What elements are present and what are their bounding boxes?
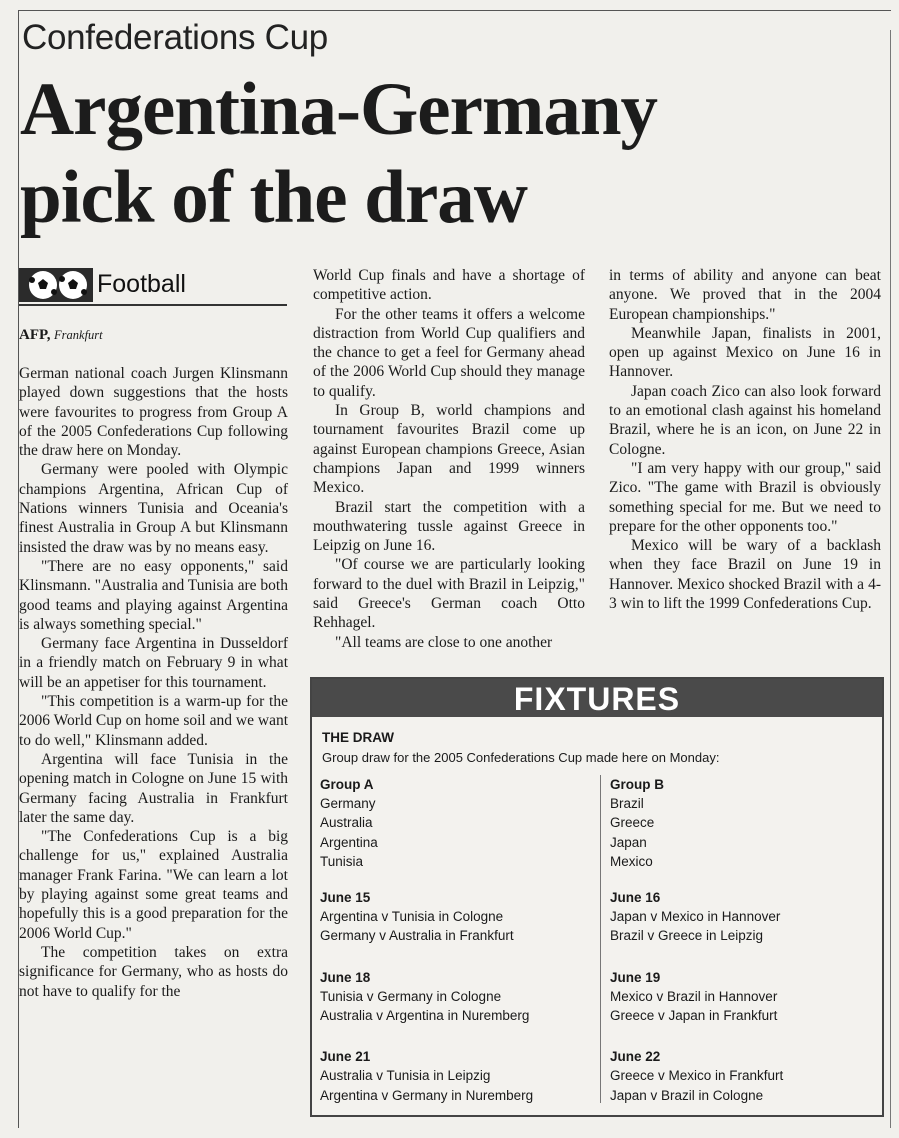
headline-line-1: Argentina-Germany — [20, 68, 658, 151]
draw-subtitle: Group draw for the 2005 Confederations Cup made here on Monday: — [322, 750, 720, 765]
match: Greece v Mexico in Frankfurt — [610, 1068, 784, 1084]
byline-place: Frankfurt — [54, 328, 103, 342]
match: Greece v Japan in Frankfurt — [610, 1008, 778, 1024]
paragraph: in terms of ability and anyone can beat anyone. We proved that in the 2004 European championships." — [609, 267, 881, 323]
section-label: Football — [97, 270, 186, 298]
match-date: June 16 — [610, 890, 661, 906]
byline-agency: AFP, — [19, 327, 51, 343]
match: Japan v Brazil in Cologne — [610, 1087, 764, 1103]
match: Australia v Argentina in Nuremberg — [320, 1008, 530, 1024]
paragraph: Mexico will be wary of a backlash when they face Brazil on June 19 in Hannover. Mexico shocked Brazil with a 4-3 win to lift the 1999 Confederations Cup. — [609, 537, 881, 613]
kicker: Confederations Cup — [22, 18, 328, 57]
paragraph: "There are no easy opponents," said Klinsmann. "Australia and Tunisia are both good teams and playing against Argentina is always something special." — [19, 557, 288, 633]
paragraph: Germany were pooled with Olympic champions Argentina, African Cup of Nations winners Tunisia and Oceania's finest Australia in Group A but Klinsmann insisted the draw was by no means easy. — [19, 461, 288, 556]
group-a-name: Group A — [320, 777, 374, 792]
paragraph: German national coach Jurgen Klinsmann played down suggestions that the hosts were favourites to progress from Group A of the 2005 Confederations Cup following the draw here on Monday. — [19, 365, 288, 460]
paragraph: World Cup finals and have a shortage of competitive action. — [313, 267, 585, 304]
paragraph: Argentina will face Tunisia in the opening match in Cologne on June 15 with Germany facing Australia in Frankfurt later the same day. — [19, 750, 288, 826]
paragraph: For the other teams it offers a welcome distraction from World Cup qualifiers and the chance to get a feel for Germany ahead of the 2006 World Cup should they manage to qualify. — [313, 305, 585, 400]
headline-line-2: pick of the draw — [20, 156, 527, 239]
team-name: Argentina — [320, 834, 378, 850]
team-name: Japan — [610, 834, 647, 850]
match: Argentina v Tunisia in Cologne — [320, 909, 504, 925]
article-column-3 — [609, 266, 881, 613]
fixtures-box — [310, 677, 884, 1117]
headline — [20, 66, 657, 242]
fixtures-title: FIXTURES — [513, 681, 681, 717]
draw-label: THE DRAW — [322, 730, 394, 745]
paragraph: Brazil start the competition with a mouthwatering tussle against Greece in Leipzig on June 16. — [313, 498, 585, 555]
match: Mexico v Brazil in Hannover — [610, 988, 778, 1004]
match: Australia v Tunisia in Leipzig — [320, 1068, 491, 1084]
paragraph: Japan coach Zico can also look forward to an emotional clash against his homeland Brazil, where he is an icon, on June 22 in Cologne. — [609, 382, 881, 458]
paragraph: "All teams are close to one another — [335, 633, 553, 651]
group-a-column — [320, 775, 600, 1105]
group-b-name: Group B — [610, 777, 664, 792]
paragraph: Germany face Argentina in Dusseldorf in a friendly match on February 9 in what will be an appetiser for this tournament. — [19, 635, 288, 691]
match-date: June 22 — [610, 1049, 661, 1065]
match: Argentina v Germany in Nuremberg — [320, 1087, 534, 1103]
right-rule — [890, 30, 891, 1128]
match-date: June 15 — [320, 890, 371, 906]
paragraph: Meanwhile Japan, finalists in 2001, open up against Mexico on June 16 in Hannover. — [609, 324, 881, 381]
match-date: June 18 — [320, 969, 371, 985]
paragraph: "I am very happy with our group," said Zico. "The game with Brazil is obviously something special for me. But we need to prepare for the other opponents too." — [609, 459, 881, 535]
section-header — [19, 268, 287, 306]
team-name: Australia — [320, 815, 373, 831]
paragraph: "Of course we are particularly looking forward to the duel with Brazil in Leipzig," said Greece's German coach Otto Rehhagel. — [313, 556, 585, 632]
group-b-column — [610, 775, 870, 1105]
paragraph: The competition takes on extra significance for Germany, who as hosts do not have to qualify for the — [19, 943, 288, 1000]
paragraph: "This competition is a warm-up for the 2006 World Cup on home soil and we want to do well," Klinsmann added. — [19, 693, 288, 749]
team-name: Brazil — [610, 796, 644, 812]
team-name: Mexico — [610, 853, 653, 869]
fixtures-header — [312, 679, 882, 717]
football-icon — [19, 268, 93, 302]
paragraph: "The Confederations Cup is a big challenge for us," explained Australia manager Frank Farina. "We can learn a lot by playing against some great teams and hopefully this is a good preparation for the 2006 World Cup." — [19, 828, 288, 942]
top-rule — [18, 10, 891, 11]
team-name: Tunisia — [320, 853, 364, 869]
team-name: Germany — [320, 796, 376, 812]
article-column-2 — [313, 266, 585, 652]
match-date: June 19 — [610, 969, 661, 985]
paragraph: In Group B, world champions and tournament favourites Brazil come up against European champions Greece, Asian champions Japan and 1999 winners Mexico. — [313, 402, 585, 497]
match-date: June 21 — [320, 1049, 371, 1065]
article-column-1 — [19, 364, 288, 1001]
fixtures-divider — [600, 775, 601, 1103]
byline — [19, 327, 103, 344]
team-name: Greece — [610, 815, 655, 831]
match: Brazil v Greece in Leipzig — [610, 928, 764, 944]
match: Germany v Australia in Frankfurt — [320, 928, 514, 944]
match: Japan v Mexico in Hannover — [610, 909, 781, 925]
match: Tunisia v Germany in Cologne — [320, 988, 502, 1004]
